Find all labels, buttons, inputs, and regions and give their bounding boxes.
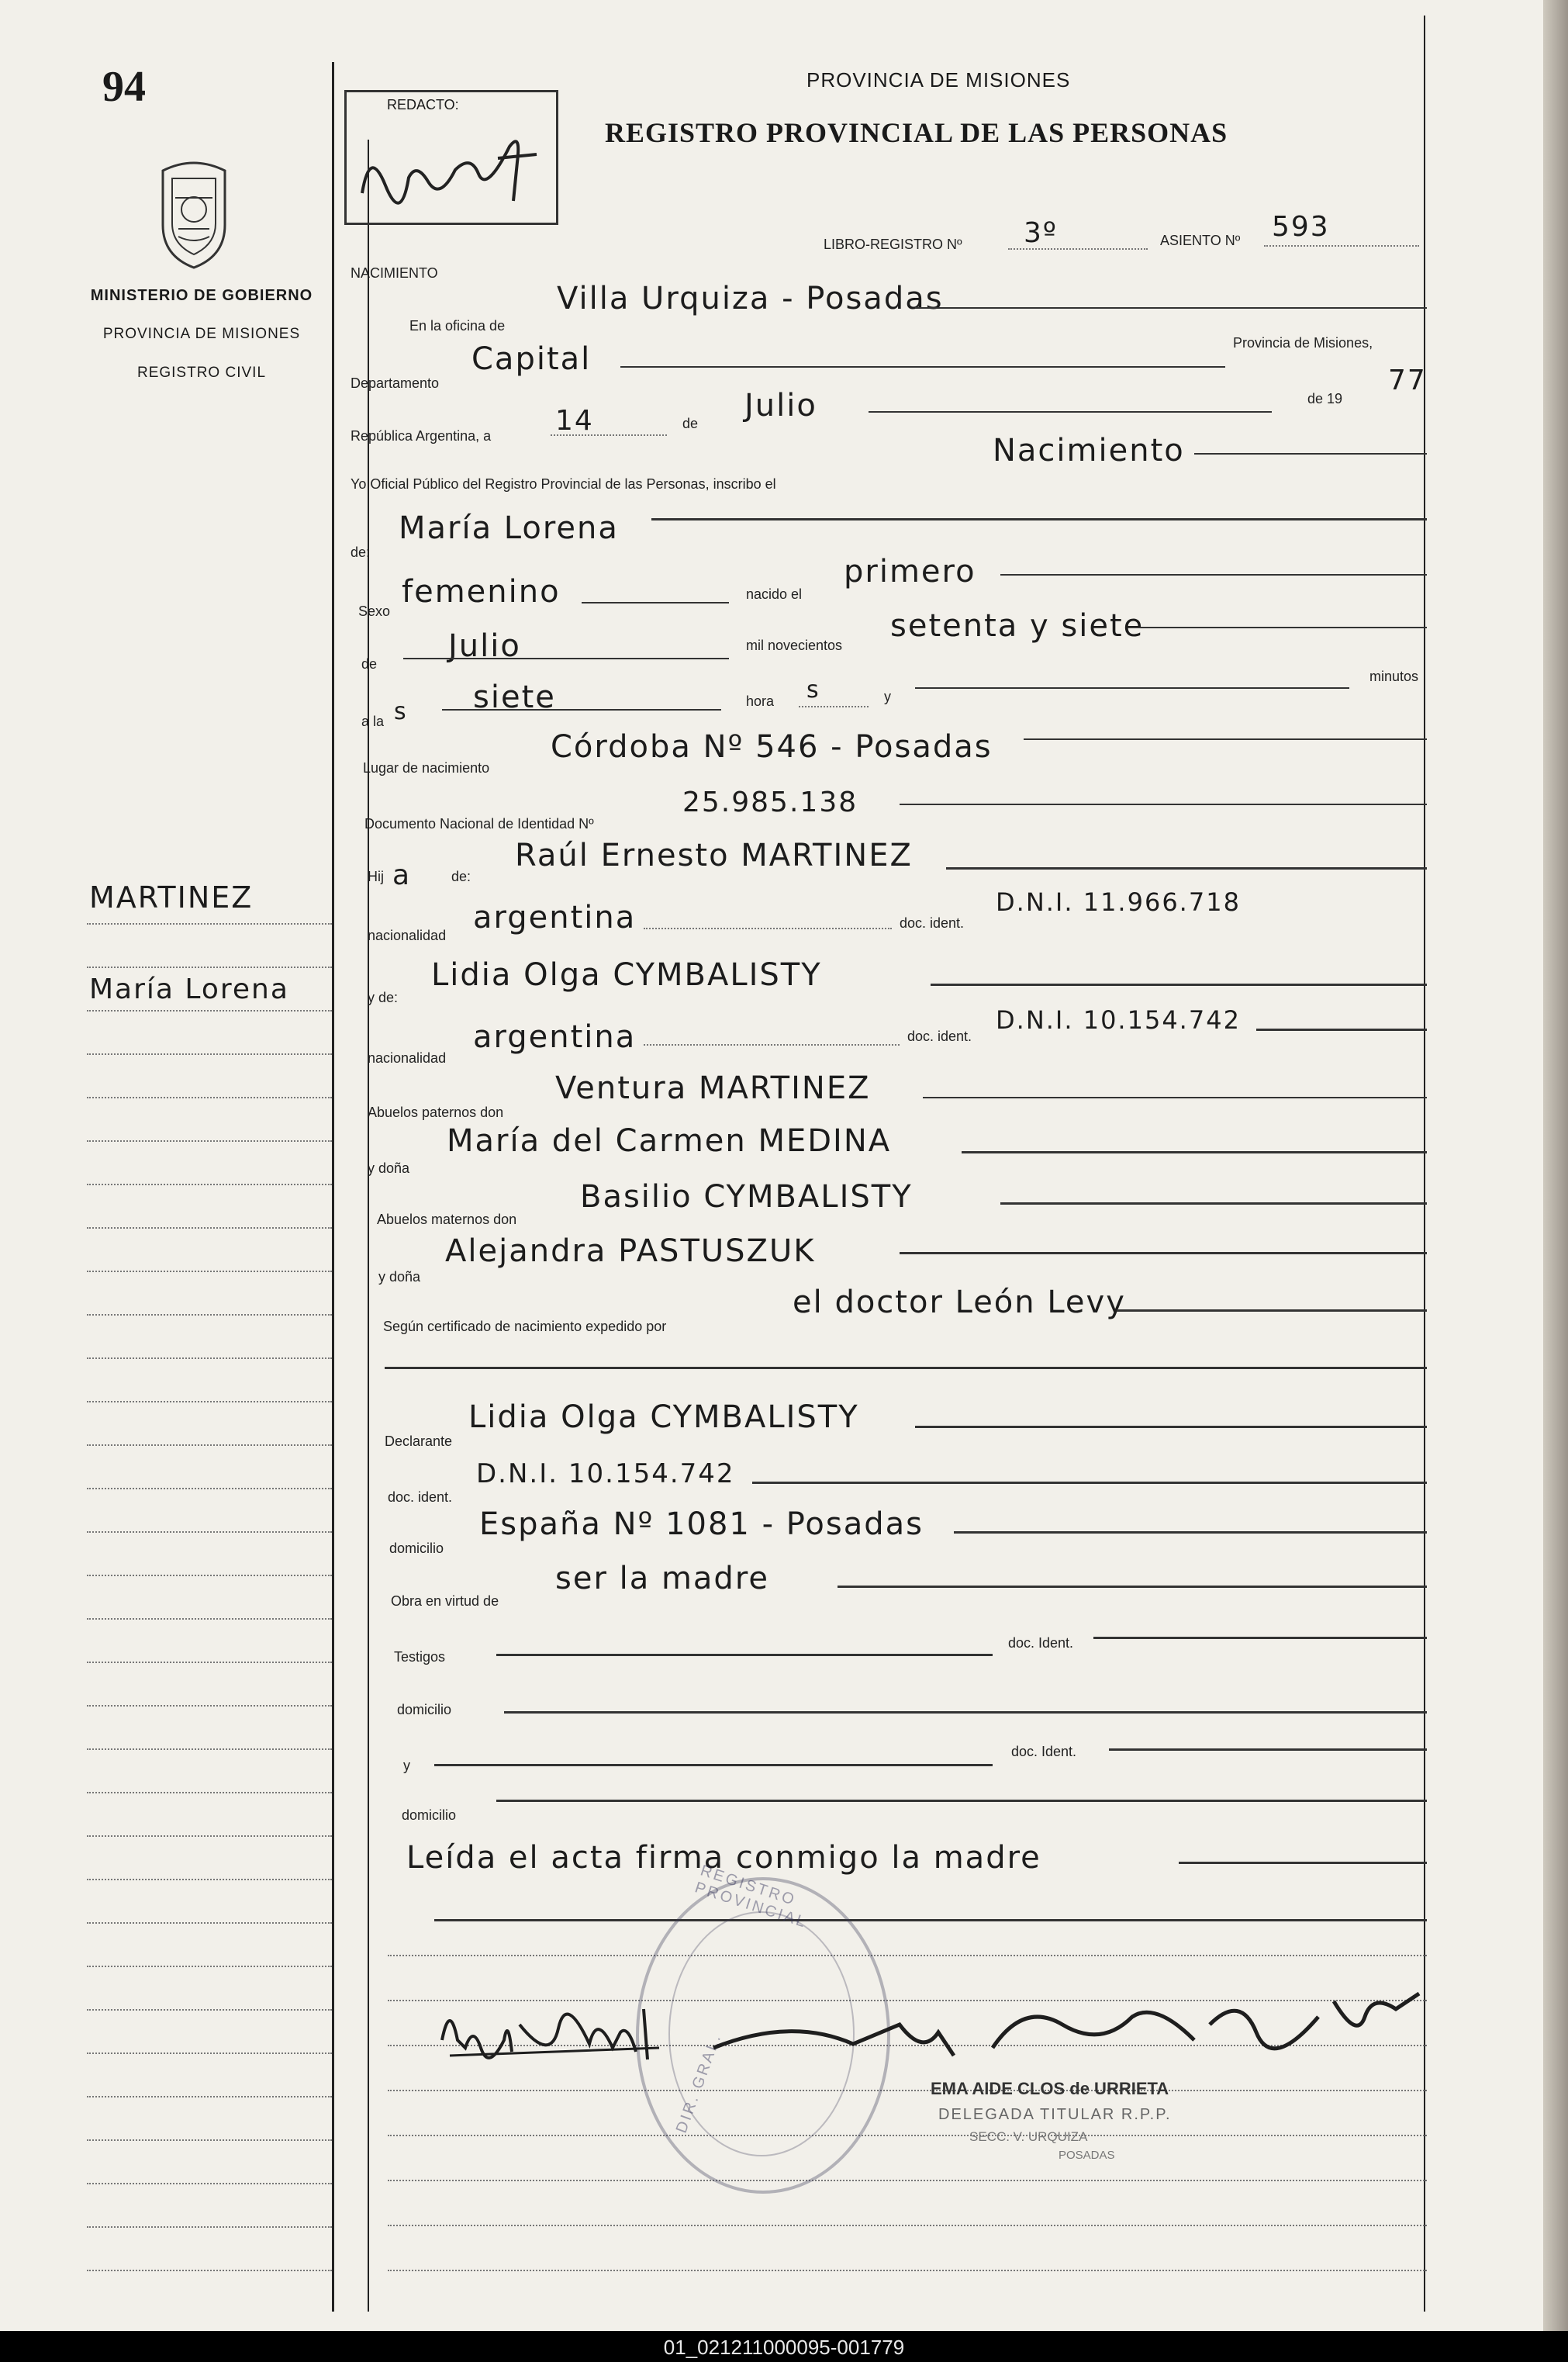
- footer-bar: [0, 2331, 1568, 2362]
- margin-ruled-line: [87, 1184, 332, 1185]
- official-stamp-title: DELEGADA TITULAR R.P.P.: [938, 2106, 1172, 2123]
- obra-value: ser la madre: [555, 1561, 769, 1596]
- departamento-label: Departamento: [351, 375, 440, 391]
- margin-ruled-line: [87, 1879, 332, 1880]
- sexo-value: femenino: [402, 574, 561, 610]
- departamento-line: [620, 366, 1225, 368]
- form-left-rule: [368, 140, 369, 2312]
- mother-signature: [434, 1986, 682, 2071]
- horas-label: hora: [746, 693, 775, 709]
- margin-ruled-line: [87, 2226, 332, 2228]
- y2-line: [434, 1764, 993, 1766]
- form-ruled-line: [388, 1955, 1427, 1956]
- segun-line: [1117, 1309, 1427, 1312]
- madre-nac-line: [644, 1044, 900, 1046]
- margin-ruled-line: [87, 1444, 332, 1446]
- redacto-label: REDACTO:: [387, 97, 459, 112]
- yde-label: y de:: [368, 990, 399, 1005]
- hij-label: Hij: [368, 869, 384, 884]
- inscribo-value: Nacimiento: [993, 433, 1185, 469]
- official-stamp-section: SECC. V. URQUIZA: [969, 2129, 1088, 2144]
- form-ruled-line: [388, 2225, 1427, 2226]
- anio-nac-line: [1140, 627, 1427, 628]
- registry-title: REGISTRO PROVINCIAL DE LAS PERSONAS: [605, 117, 1228, 148]
- testigos-label: Testigos: [394, 1649, 446, 1665]
- margin-surname: MARTINEZ: [89, 880, 254, 915]
- y2-label: y: [403, 1758, 410, 1773]
- coat-of-arms-icon: [147, 155, 240, 271]
- margin-ruled-line: [87, 1575, 332, 1576]
- seal-text: REGISTRO PROVINCIAL: [692, 1862, 810, 1932]
- form-ruled-line: [388, 2180, 1427, 2181]
- nacido-line: [1000, 574, 1427, 576]
- lugar-label: Lugar de nacimiento: [363, 760, 490, 776]
- official-stamp-name: EMA AIDE CLOS de URRIETA: [931, 2079, 1169, 2098]
- libro-label: LIBRO-REGISTRO Nº: [824, 237, 962, 252]
- y2-doc-label: doc. Ident.: [1011, 1744, 1077, 1759]
- libro-value: 3º: [1024, 217, 1058, 249]
- oficina-value: Villa Urquiza - Posadas: [557, 281, 944, 316]
- margin-ruled-line: [87, 1357, 332, 1359]
- padre-nac-label: nacionalidad: [368, 928, 447, 943]
- nombre-line: [651, 518, 1427, 520]
- padre-nac-line: [644, 928, 892, 929]
- province-title: PROVINCIA DE MISIONES: [806, 68, 1071, 92]
- official-stamp-city: POSADAS: [1059, 2149, 1115, 2162]
- provincia-suffix: Provincia de Misiones,: [1233, 335, 1373, 351]
- mil-label: mil novecientos: [746, 638, 843, 653]
- margin-ruled-line: [87, 1488, 332, 1489]
- form-ruled-line: [388, 2135, 1427, 2136]
- y2-doc-line: [1109, 1748, 1427, 1751]
- obra-label: Obra en virtud de: [391, 1593, 499, 1609]
- margin-ruled-line: [87, 2270, 332, 2271]
- margin-ruled-line: [87, 1835, 332, 1837]
- madre-doc-label: doc. ident.: [907, 1029, 972, 1044]
- abuelo-mat-line: [1000, 1202, 1427, 1205]
- abuela-mat-line: [900, 1252, 1427, 1254]
- domicilio-label: domicilio: [389, 1541, 444, 1556]
- seal-lower-text: DIR. GRAL.: [672, 2030, 725, 2135]
- asiento-line: [1264, 245, 1419, 247]
- margin-ruled-line: [87, 1662, 332, 1663]
- sexo-label: Sexo: [358, 603, 391, 619]
- y-dona-pat-label: y doña: [368, 1160, 410, 1176]
- nombre-value: María Lorena: [399, 510, 619, 546]
- domicilio3-line: [496, 1800, 1427, 1802]
- province-label: PROVINCIA DE MISIONES: [102, 326, 301, 342]
- anio-nac-value: setenta y siete: [890, 608, 1145, 644]
- madre-value: Lidia Olga CYMBALISTY: [431, 957, 822, 993]
- margin-ruled-line: [87, 1227, 332, 1229]
- alas-s: s: [394, 698, 408, 725]
- lugar-value: Córdoba Nº 546 - Posadas: [551, 729, 993, 765]
- domicilio-value: España Nº 1081 - Posadas: [479, 1506, 924, 1542]
- domicilio2-line: [504, 1711, 1427, 1714]
- official-signature: [698, 1970, 1435, 2071]
- anio-label: de 19: [1307, 391, 1343, 406]
- margin-ruled-line: [87, 2096, 332, 2097]
- dia-value: 14: [555, 405, 594, 437]
- mes-value: Julio: [744, 388, 817, 424]
- nacido-label: nacido el: [746, 586, 803, 602]
- abuela-mat-value: Alejandra PASTUSZUK: [445, 1233, 816, 1269]
- ministry-title: MINISTERIO DE GOBIERNO: [90, 287, 313, 304]
- margin-ruled-line: [87, 1922, 332, 1924]
- abuelo-pat-value: Ventura MARTINEZ: [555, 1070, 871, 1106]
- act-type-label: NACIMIENTO: [351, 265, 438, 281]
- testigos-line: [496, 1654, 993, 1656]
- closing-line: [1179, 1862, 1427, 1864]
- form-right-rule: [1424, 16, 1425, 2312]
- dia-line: [551, 434, 667, 436]
- closing-value: Leída el acta firma conmigo la madre: [406, 1840, 1041, 1876]
- margin-ruled-line: [87, 1314, 332, 1316]
- abuelos-mat-label: Abuelos maternos don: [377, 1212, 517, 1227]
- page-edge-shadow: [1543, 0, 1568, 2331]
- testigos-doc-label: doc. Ident.: [1008, 1635, 1074, 1651]
- hora-value: siete: [473, 680, 556, 715]
- libro-line: [1008, 248, 1148, 250]
- margin-ruled-line: [87, 967, 332, 968]
- madre-nac-label: nacionalidad: [368, 1050, 447, 1066]
- asiento-label: ASIENTO Nº: [1160, 233, 1241, 248]
- margin-ruled-line: [87, 1966, 332, 1967]
- margin-ruled-line: [87, 1748, 332, 1750]
- hora-line: [442, 709, 721, 711]
- margin-given-names: María Lorena: [89, 974, 289, 1005]
- margin-ruled-line: [87, 2052, 332, 2054]
- abuelo-mat-value: Basilio CYMBALISTY: [580, 1179, 913, 1215]
- horas-s: s: [806, 676, 820, 704]
- margin-ruled-line: [87, 1531, 332, 1533]
- alas-label: a la: [361, 714, 385, 729]
- oficina-line: [915, 307, 1427, 309]
- form-ruled-line: [388, 2090, 1427, 2091]
- form-ruled-line: [388, 2270, 1427, 2271]
- declarante-doc-line: [752, 1482, 1427, 1484]
- margin-ruled-line: [87, 1053, 332, 1055]
- abuela-pat-value: María del Carmen MEDINA: [447, 1123, 892, 1159]
- oficina-label: En la oficina de: [409, 318, 506, 334]
- padre-value: Raúl Ernesto MARTINEZ: [515, 838, 913, 873]
- abuela-pat-line: [962, 1151, 1427, 1153]
- segun-label: Según certificado de nacimiento expedido por: [383, 1319, 667, 1334]
- minutos-label: minutos: [1369, 669, 1419, 684]
- segun-line-2: [385, 1367, 1427, 1369]
- madre-line: [931, 984, 1427, 986]
- domicilio3-label: domicilio: [402, 1807, 457, 1823]
- sexo-line: [582, 602, 729, 603]
- margin-ruled-line: [87, 923, 332, 925]
- lugar-line: [1024, 738, 1427, 740]
- padre-doc-value: D.N.I. 11.966.718: [996, 887, 1241, 917]
- margin-ruled-line: [87, 1271, 332, 1272]
- dni-value: 25.985.138: [682, 787, 858, 818]
- page-number: 94: [102, 63, 146, 111]
- abuelos-pat-label: Abuelos paternos don: [368, 1105, 504, 1120]
- left-column-rule: [332, 62, 334, 2312]
- de4-label: de:: [451, 869, 471, 884]
- redacto-box: [344, 90, 558, 225]
- declarante-line: [915, 1426, 1427, 1428]
- de2-label: de:: [351, 545, 371, 560]
- mes-line: [869, 411, 1272, 413]
- margin-ruled-line: [87, 1140, 332, 1142]
- redacto-signature: [354, 116, 548, 216]
- closing-line-2: [434, 1919, 1427, 1921]
- margin-ruled-line: [87, 1097, 332, 1098]
- anio-value: 77: [1388, 365, 1427, 396]
- y-label: y: [884, 689, 891, 704]
- margin-ruled-line: [87, 1010, 332, 1012]
- hij-suffix: a: [392, 859, 412, 891]
- registry-label: REGISTRO CIVIL: [136, 365, 267, 381]
- nacido-value: primero: [844, 554, 976, 590]
- minutos-line: [915, 687, 1349, 689]
- departamento-value: Capital: [471, 341, 592, 377]
- margin-ruled-line: [87, 1705, 332, 1707]
- obra-line: [838, 1586, 1427, 1588]
- margin-ruled-line: [87, 2139, 332, 2141]
- y-dona-mat-label: y doña: [378, 1269, 421, 1285]
- abuelo-pat-line: [923, 1097, 1427, 1098]
- madre-nac-value: argentina: [473, 1019, 637, 1055]
- testigos-doc-line: [1093, 1637, 1427, 1639]
- margin-ruled-line: [87, 2183, 332, 2184]
- yo-oficial-label: Yo Oficial Público del Registro Provincial de las Personas, inscribo el: [351, 476, 776, 492]
- padre-nac-value: argentina: [473, 900, 637, 935]
- horas-line: [799, 706, 869, 707]
- footer-id: 01_021211000095-001779: [663, 2336, 905, 2359]
- declarante-doc-label: doc. ident.: [388, 1489, 453, 1505]
- padre-doc-label: doc. ident.: [900, 915, 965, 931]
- madre-doc-value: D.N.I. 10.154.742: [996, 1005, 1241, 1035]
- domicilio2-label: domicilio: [397, 1702, 452, 1717]
- margin-ruled-line: [87, 1792, 332, 1793]
- dni-label: Documento Nacional de Identidad Nº: [364, 816, 594, 832]
- de-label: de: [682, 416, 699, 431]
- margin-ruled-line: [87, 2009, 332, 2011]
- madre-doc-line: [1256, 1029, 1427, 1031]
- domicilio-line: [954, 1531, 1427, 1534]
- margin-ruled-line: [87, 1401, 332, 1402]
- inscribo-line: [1194, 453, 1427, 455]
- declarante-label: Declarante: [385, 1433, 453, 1449]
- padre-line: [946, 867, 1427, 870]
- asiento-value: 593: [1272, 211, 1330, 243]
- republica-label: República Argentina, a: [351, 428, 492, 444]
- de3-label: de: [361, 656, 378, 672]
- declarante-doc-value: D.N.I. 10.154.742: [476, 1458, 735, 1489]
- mes-nac-line: [403, 658, 729, 659]
- mes-nac-value: Julio: [448, 628, 521, 664]
- segun-value: el doctor León Levy: [793, 1285, 1126, 1320]
- margin-ruled-line: [87, 1618, 332, 1620]
- dni-line: [900, 804, 1427, 805]
- declarante-value: Lidia Olga CYMBALISTY: [468, 1399, 859, 1435]
